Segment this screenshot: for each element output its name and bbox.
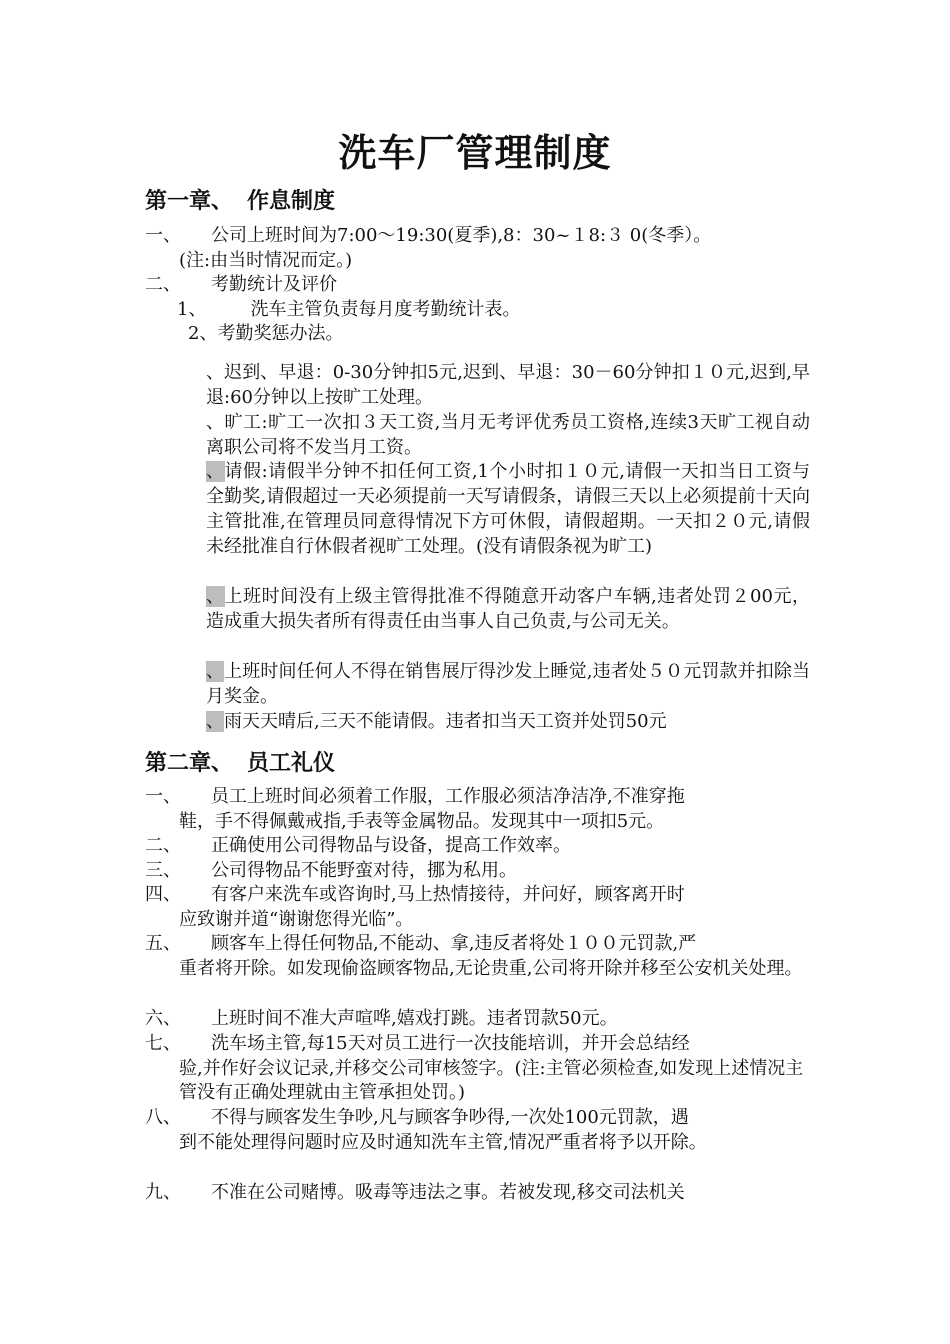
chapter-2-item-6	[145, 1007, 809, 1032]
item-text-continued: 到不能处理得问题时应及时通知洗车主管,情况严重者将予以开除。	[179, 1131, 707, 1153]
item-text: 不准在公司赌博。吸毒等违法之事。若被发现,移交司法机关	[211, 1182, 685, 1203]
sub-item-text: 2、考勤奖惩办法。	[188, 323, 344, 344]
item-text-continued: 鞋，手不得佩戴戒指,手表等金属物品。发现其中一项扣5元。	[179, 810, 665, 832]
item-text: 上班时间不准大声喧哗,嬉戏打跳。违者罚款50元。	[211, 1008, 618, 1029]
item-text: 有客户来洗车或咨询时,马上热情接待，并问好，顾客离开时	[211, 884, 685, 905]
item-number: 七、	[145, 1033, 181, 1054]
chapter-2-item-1	[145, 785, 809, 834]
item-number: 九、	[145, 1182, 181, 1203]
item-number: 三、	[145, 860, 181, 881]
rule-text: 上班时间任何人不得在销售展厅得沙发上睡觉,违者处５０元罚款并扣除当月奖金。	[206, 661, 811, 707]
rule-vehicle	[206, 584, 810, 634]
chapter-1-title: 作息制度	[247, 189, 336, 214]
rule-marker: 、	[206, 461, 225, 482]
chapter-2-number: 第二章、	[145, 751, 234, 776]
item-number: 八、	[145, 1107, 181, 1128]
chapter-2-item-8	[145, 1106, 809, 1155]
item-number: 一、	[145, 786, 181, 807]
chapter-2-heading	[145, 746, 335, 777]
chapter-2-item-2	[145, 834, 809, 859]
rule-lateness	[206, 360, 810, 410]
page-title: 洗车厂管理制度	[338, 131, 612, 175]
item-number: 二、	[145, 274, 181, 295]
chapter-2-item-9	[145, 1181, 809, 1206]
rule-sleeping	[206, 659, 810, 709]
item-text: 正确使用公司得物品与设备，提高工作效率。	[211, 835, 571, 856]
chapter-1-item-1	[145, 224, 809, 273]
rule-marker: 、	[206, 711, 224, 732]
rule-text: 请假:请假半分钟不扣任何工资,1个小时扣１０元,请假一天扣当日工资与全勤奖,请假超过一天必须提前一天写请假条，请假三天以上必须提前十天向主管批准,在管理员同意得情况下方可休假，请假超期。一天扣２０元,请假未经批准自行休假者视旷工处理。(没有请假条视为旷工)	[206, 461, 811, 557]
item-text-continued: 应致谢并道“谢谢您得光临”。	[179, 908, 414, 930]
sub-item-number: 1、	[177, 299, 207, 320]
item-text: 员工上班时间必须着工作服，工作服必须洁净洁净,不准穿拖	[211, 786, 685, 807]
rule-marker: 、	[206, 586, 225, 607]
sub-item-2	[188, 322, 343, 347]
chapter-2-item-5	[145, 932, 809, 981]
item-number: 二、	[145, 835, 181, 856]
chapter-1-number: 第一章、	[145, 189, 234, 214]
item-number: 五、	[145, 933, 181, 954]
item-text-continued: 验,并作好会议记录,并移交公司审核签字。(注:主管必须检查,如发现上述情况主管没有正确处理就由主管承担处罚。)	[179, 1057, 804, 1103]
item-text: 顾客车上得任何物品,不能动、拿,违反者将处１００元罚款,严	[211, 933, 697, 954]
chapter-2-title: 员工礼仪	[247, 751, 336, 776]
chapter-2-item-3	[145, 859, 809, 884]
item-text: 考勤统计及评价	[211, 274, 337, 295]
item-number: 四、	[145, 884, 181, 905]
item-number: 六、	[145, 1008, 181, 1029]
chapter-1-heading	[145, 184, 335, 215]
item-text-continued: 重者将开除。如发现偷盗顾客物品,无论贵重,公司将开除并移至公安机关处理。	[179, 957, 803, 979]
item-number: 一、	[145, 225, 181, 246]
item-text-continued: (注:由当时情况而定。)	[179, 249, 353, 271]
rule-marker: 、	[206, 661, 225, 682]
rule-weather	[206, 709, 810, 734]
rule-text: 、旷工:旷工一次扣３天工资,当月无考评优秀员工资格,连续3天旷工视自动离职公司将不发当月工资。	[206, 412, 810, 458]
rule-text: 雨天天晴后,三天不能请假。违者扣当天工资并处罚50元	[224, 711, 667, 732]
item-text: 公司得物品不能野蛮对待，挪为私用。	[211, 860, 517, 881]
chapter-1-item-2	[145, 273, 809, 298]
item-text: 公司上班时间为7:00～19:30(夏季),8：30~１8:３ 0(冬季）。	[211, 225, 712, 246]
sub-item-1	[177, 298, 520, 323]
chapter-2-item-7	[145, 1032, 809, 1106]
item-text: 不得与顾客发生争吵,凡与顾客争吵得,一次处100元罚款，遇	[211, 1107, 689, 1128]
rule-text: 上班时间没有上级主管得批准不得随意开动客户车辆,违者处罚２00元，造成重大损失者所有得责任由当事人自己负责,与公司无关。	[206, 586, 811, 632]
chapter-2-item-4	[145, 883, 809, 932]
rule-absenteeism	[206, 410, 810, 460]
item-text: 洗车场主管,每15天对员工进行一次技能培训，并开会总结经	[211, 1033, 690, 1054]
sub-item-text: 洗车主管负责每月度考勤统计表。	[250, 299, 521, 320]
rule-text: 、迟到、早退：0-30分钟扣5元,迟到、早退：30－60分钟扣１０元,迟到,早退:60分钟以上按旷工处理。	[206, 362, 810, 408]
rule-leave	[206, 459, 810, 559]
